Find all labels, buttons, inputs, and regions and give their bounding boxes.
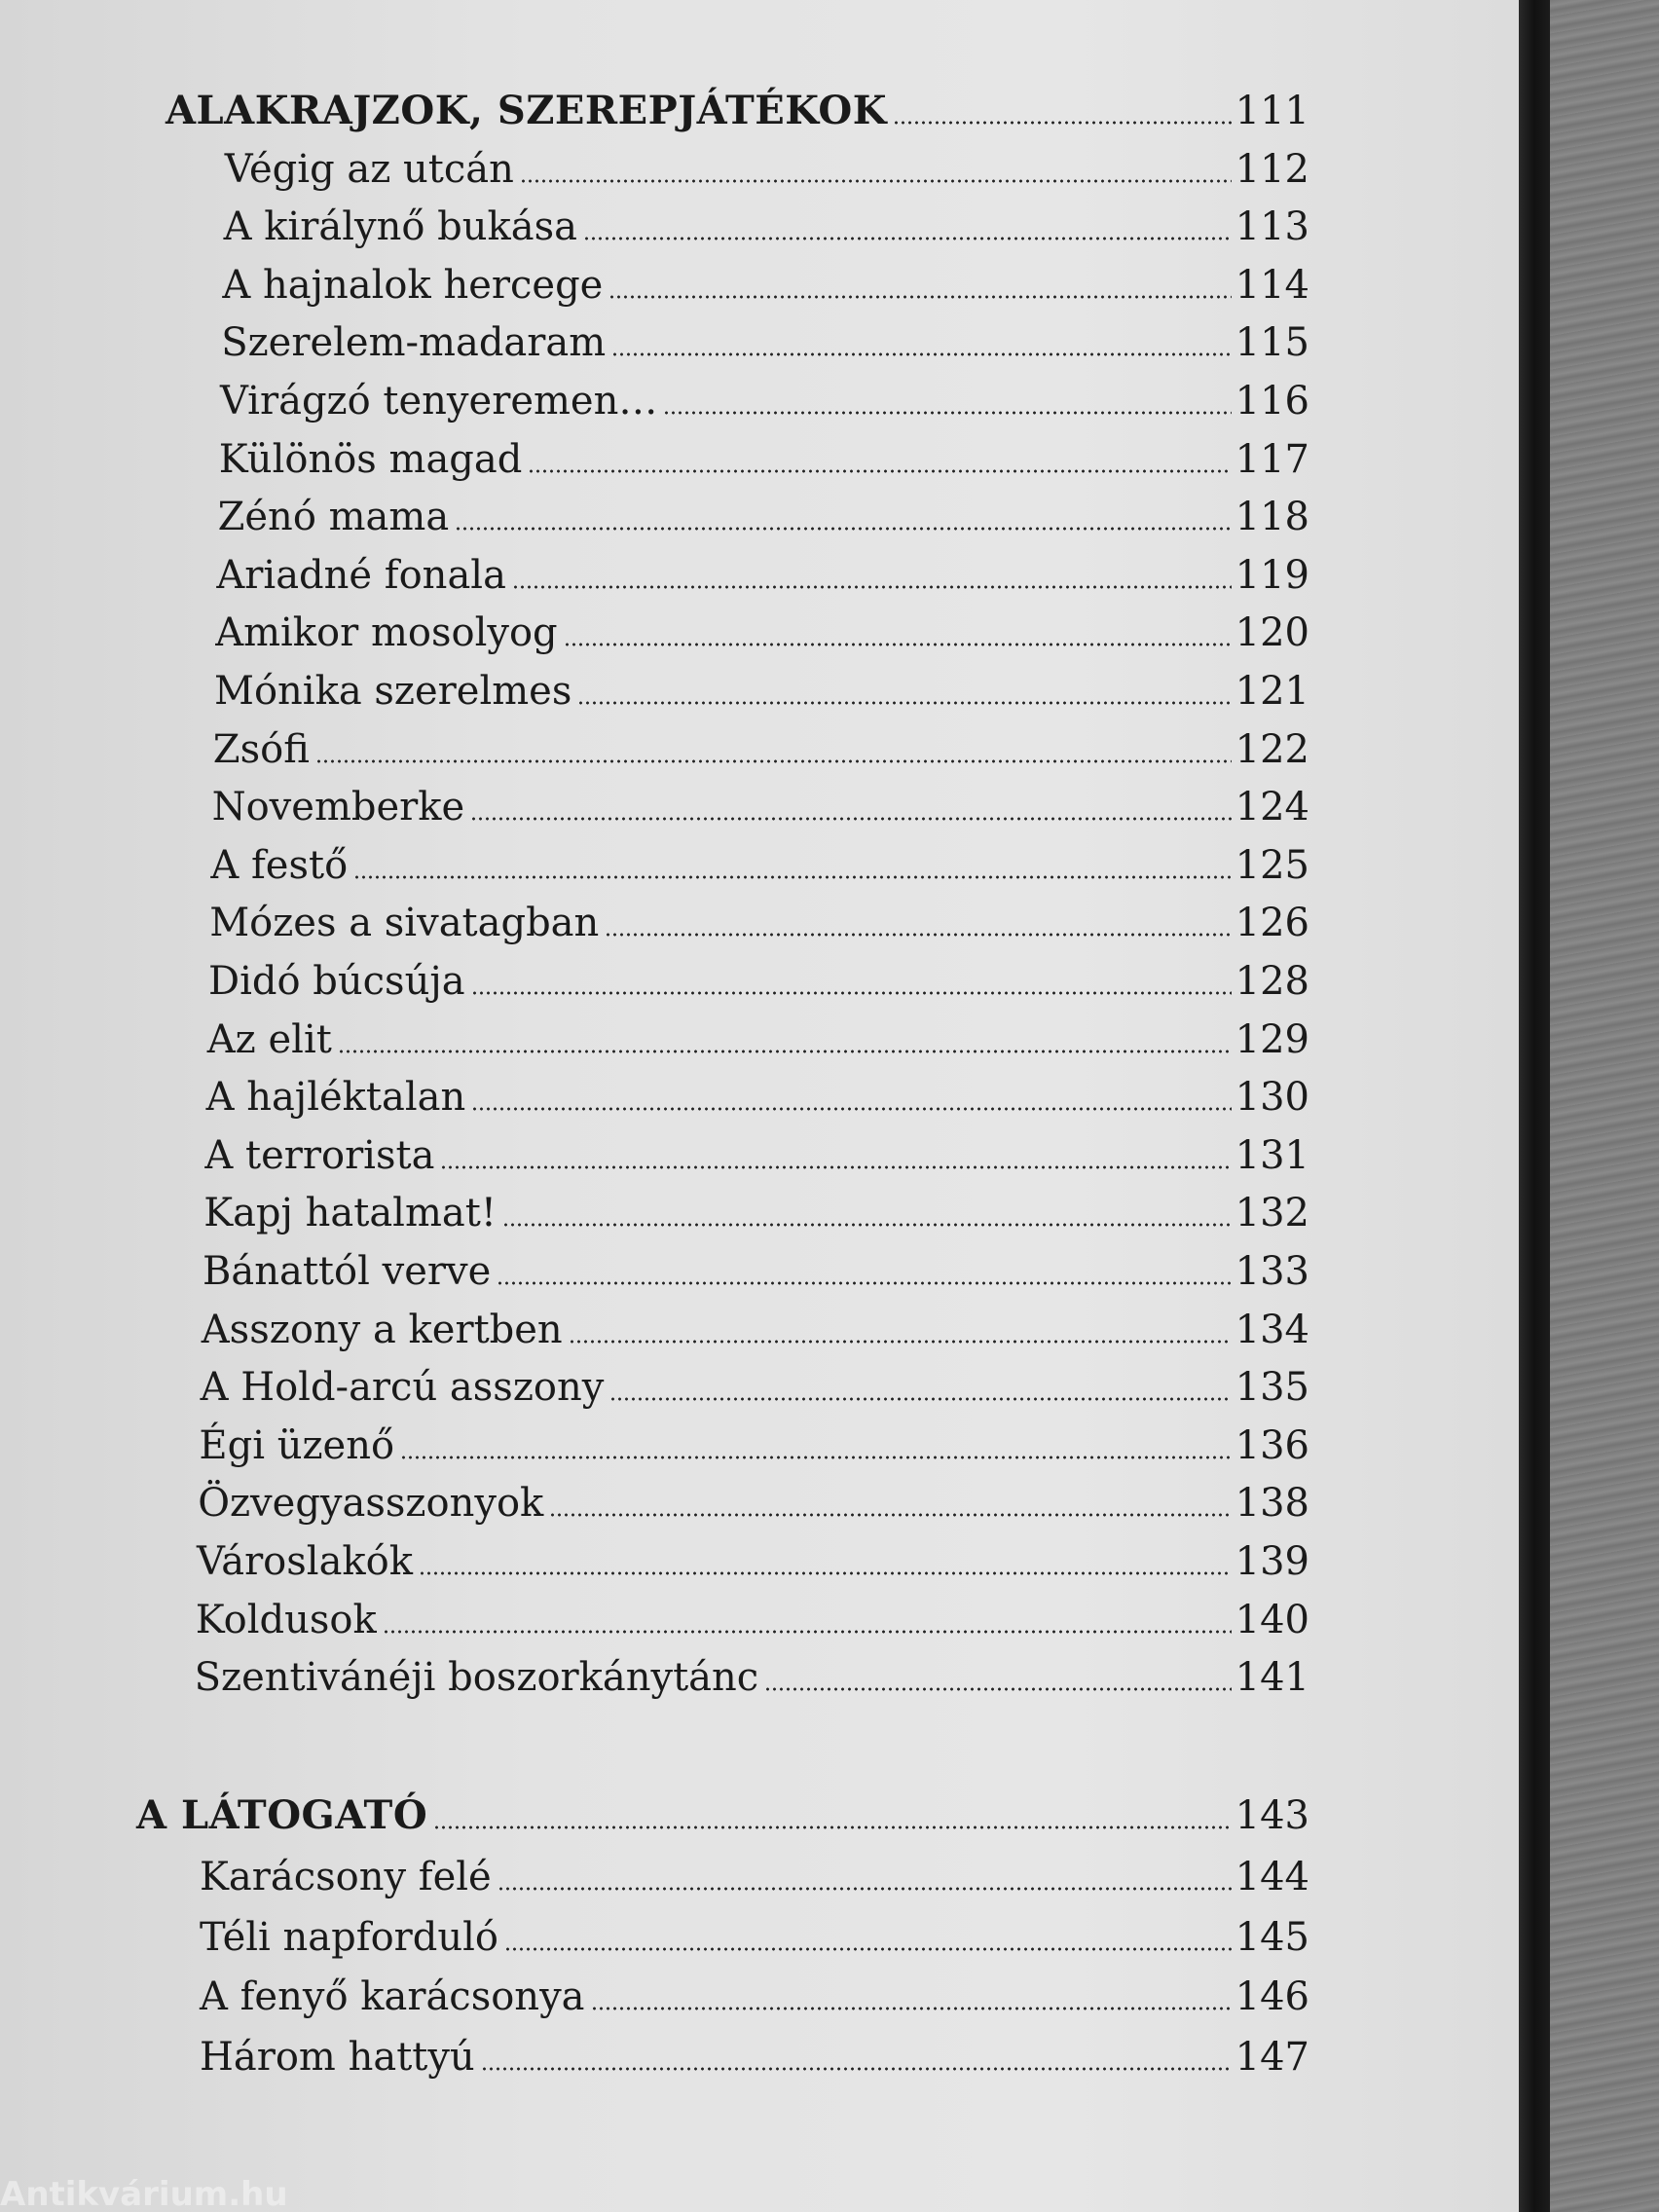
dot-leader: [577, 701, 1231, 705]
toc-page-number: 141: [1235, 1655, 1309, 1701]
toc-page-number: 122: [1235, 726, 1309, 772]
toc-page-number: 114: [1235, 262, 1309, 308]
dot-leader: [455, 527, 1231, 531]
toc-title: Ariadné fonala: [216, 552, 506, 598]
toc-page-number: 113: [1235, 204, 1309, 250]
dot-leader: [609, 1397, 1231, 1401]
toc-entry: [225, 142, 1309, 197]
toc-title: Szentivánéji boszorkánytánc: [194, 1655, 759, 1701]
toc-page-number: 126: [1235, 901, 1309, 946]
toc-title: Szerelem-madaram: [221, 320, 607, 366]
dot-leader: [663, 411, 1231, 415]
toc-section: [136, 1788, 1309, 1843]
toc-title: Bánattól verve: [203, 1249, 492, 1294]
toc-page-number: 147: [1235, 2034, 1309, 2080]
toc-page-number: 116: [1235, 379, 1309, 424]
toc-title: Különös magad: [218, 436, 523, 482]
toc-entry: [196, 1593, 1309, 1647]
dot-leader: [400, 1456, 1232, 1459]
toc-page-number: 118: [1235, 495, 1309, 540]
dot-leader: [528, 469, 1231, 473]
dot-leader: [569, 1340, 1232, 1344]
dot-leader: [471, 991, 1232, 995]
dot-leader: [471, 1107, 1231, 1111]
toc-entry: [200, 1850, 1309, 1904]
toc-title: Az elit: [206, 1016, 332, 1062]
toc-page-number: 115: [1235, 320, 1309, 366]
toc-title: A Hold-arcú asszony: [200, 1365, 605, 1411]
toc-page-number: 111: [1235, 89, 1309, 133]
dot-leader: [605, 933, 1231, 937]
toc-page-number: 130: [1235, 1075, 1309, 1121]
toc-page-number: 117: [1235, 436, 1309, 482]
toc-page-number: 133: [1235, 1249, 1309, 1294]
toc-entry: [206, 1070, 1309, 1124]
toc-entry: [221, 315, 1309, 370]
toc-page-number: 121: [1235, 669, 1309, 714]
dot-leader: [497, 1281, 1231, 1285]
toc-entry: [198, 1476, 1309, 1530]
toc-entry: [224, 200, 1309, 254]
dot-leader: [338, 1050, 1232, 1053]
toc-entry: [209, 896, 1309, 950]
toc-page-number: 131: [1235, 1132, 1309, 1178]
watermark: Antikvárium.hu: [0, 2177, 288, 2212]
toc-entry: [203, 1186, 1309, 1240]
toc-title: Téli napforduló: [200, 1914, 499, 1960]
dot-leader: [353, 875, 1231, 879]
dot-leader: [512, 585, 1232, 589]
dot-leader: [583, 237, 1232, 240]
toc-title: Novemberke: [211, 785, 465, 830]
toc-entry: [199, 1419, 1309, 1473]
toc-page-number: 134: [1235, 1307, 1309, 1352]
toc-title: Végig az utcán: [224, 146, 514, 192]
toc-entry: [201, 1360, 1309, 1415]
dot-leader: [470, 817, 1231, 821]
toc-page-number: 143: [1235, 1793, 1309, 1838]
toc-page-number: 119: [1235, 552, 1309, 598]
toc-entry: [197, 1534, 1309, 1589]
toc-title: A festő: [210, 842, 349, 888]
dot-leader: [608, 295, 1231, 299]
toc-entry: [222, 258, 1309, 313]
dot-leader: [419, 1571, 1232, 1575]
toc-title: A királynő bukása: [223, 204, 577, 250]
toc-entry: [212, 780, 1309, 834]
toc-page-number: 136: [1235, 1422, 1309, 1468]
toc-title: A fenyő karácsonya: [200, 1974, 585, 2019]
toc-entry: [219, 432, 1309, 487]
toc-page-number: 124: [1235, 785, 1309, 830]
toc-entry: [208, 954, 1309, 1009]
toc-entry: [202, 1303, 1309, 1357]
dot-leader: [440, 1165, 1231, 1169]
toc-section: [166, 84, 1309, 138]
dot-leader: [564, 643, 1232, 646]
toc-title: Özvegyasszonyok: [198, 1481, 544, 1527]
dot-leader: [611, 352, 1231, 356]
toc-page-number: 135: [1235, 1365, 1309, 1411]
dot-leader: [433, 1825, 1231, 1829]
toc-title: Égi üzenő: [199, 1422, 395, 1468]
toc-title: Mónika szerelmes: [214, 669, 572, 714]
toc-page-number: 145: [1235, 1914, 1309, 1960]
dot-leader: [591, 2007, 1232, 2010]
toc-entry: [195, 1650, 1309, 1705]
toc-title: Didó búcsúja: [208, 959, 465, 1004]
toc-page-number: 140: [1235, 1597, 1309, 1642]
toc-title: A terrorista: [204, 1132, 435, 1178]
toc-page-number: 125: [1235, 842, 1309, 888]
toc-title: A hajnalok hercege: [222, 262, 604, 308]
toc-page-number: 138: [1235, 1481, 1309, 1527]
toc-entry: [214, 664, 1309, 719]
toc-entry: [200, 2030, 1309, 2084]
toc-entry: [204, 1128, 1309, 1183]
dot-leader: [502, 1223, 1232, 1227]
toc-title: Mózes a sivatagban: [209, 901, 600, 946]
toc-entry: [210, 838, 1309, 893]
page-edge-shadow: [1519, 0, 1550, 2212]
toc-page-number: 112: [1235, 146, 1309, 192]
dot-leader: [481, 2067, 1232, 2071]
toc-entry: [207, 1013, 1309, 1067]
toc-entry: [213, 722, 1309, 777]
toc-title: Karácsony felé: [200, 1855, 492, 1899]
toc-page-number: 128: [1235, 959, 1309, 1004]
dot-leader: [498, 1887, 1232, 1891]
dot-leader: [383, 1630, 1232, 1634]
toc-page-number: 144: [1235, 1855, 1309, 1899]
toc-title: Városlakók: [197, 1539, 413, 1584]
toc-entry: [203, 1244, 1309, 1299]
dot-leader: [315, 759, 1232, 763]
toc-entry: [220, 374, 1309, 428]
toc-title: A LÁTOGATÓ: [136, 1792, 428, 1838]
toc-title: ALAKRAJZOK, SZEREPJÁTÉKOK: [166, 88, 888, 133]
dot-leader: [549, 1513, 1231, 1517]
toc-entry: [200, 1970, 1309, 2024]
toc-title: Zénó mama: [217, 495, 450, 540]
toc-page-number: 146: [1235, 1974, 1309, 2019]
dot-leader: [893, 121, 1232, 125]
toc-title: Virágzó tenyeremen…: [220, 379, 658, 424]
toc-page-number: 132: [1235, 1191, 1309, 1236]
toc-title: Koldusok: [195, 1597, 377, 1642]
toc-entry: [215, 606, 1309, 660]
toc-title: Kapj hatalmat!: [203, 1191, 497, 1236]
dot-leader: [764, 1687, 1231, 1691]
toc-page-number: 139: [1235, 1539, 1309, 1584]
toc-page-number: 120: [1235, 610, 1309, 656]
toc-entry: [200, 1910, 1309, 1965]
dot-leader: [520, 179, 1232, 183]
toc-title: Három hattyú: [200, 2034, 475, 2080]
dot-leader: [504, 1947, 1232, 1951]
background-surface: [1550, 0, 1659, 2212]
toc-title: Zsófi: [212, 726, 310, 772]
toc-title: Asszony a kertben: [201, 1307, 563, 1352]
toc-title: Amikor mosolyog: [215, 610, 558, 656]
toc-title: A hajléktalan: [205, 1075, 466, 1121]
toc-page-number: 129: [1235, 1016, 1309, 1062]
toc-entry: [218, 490, 1309, 544]
toc-entry: [216, 548, 1309, 603]
